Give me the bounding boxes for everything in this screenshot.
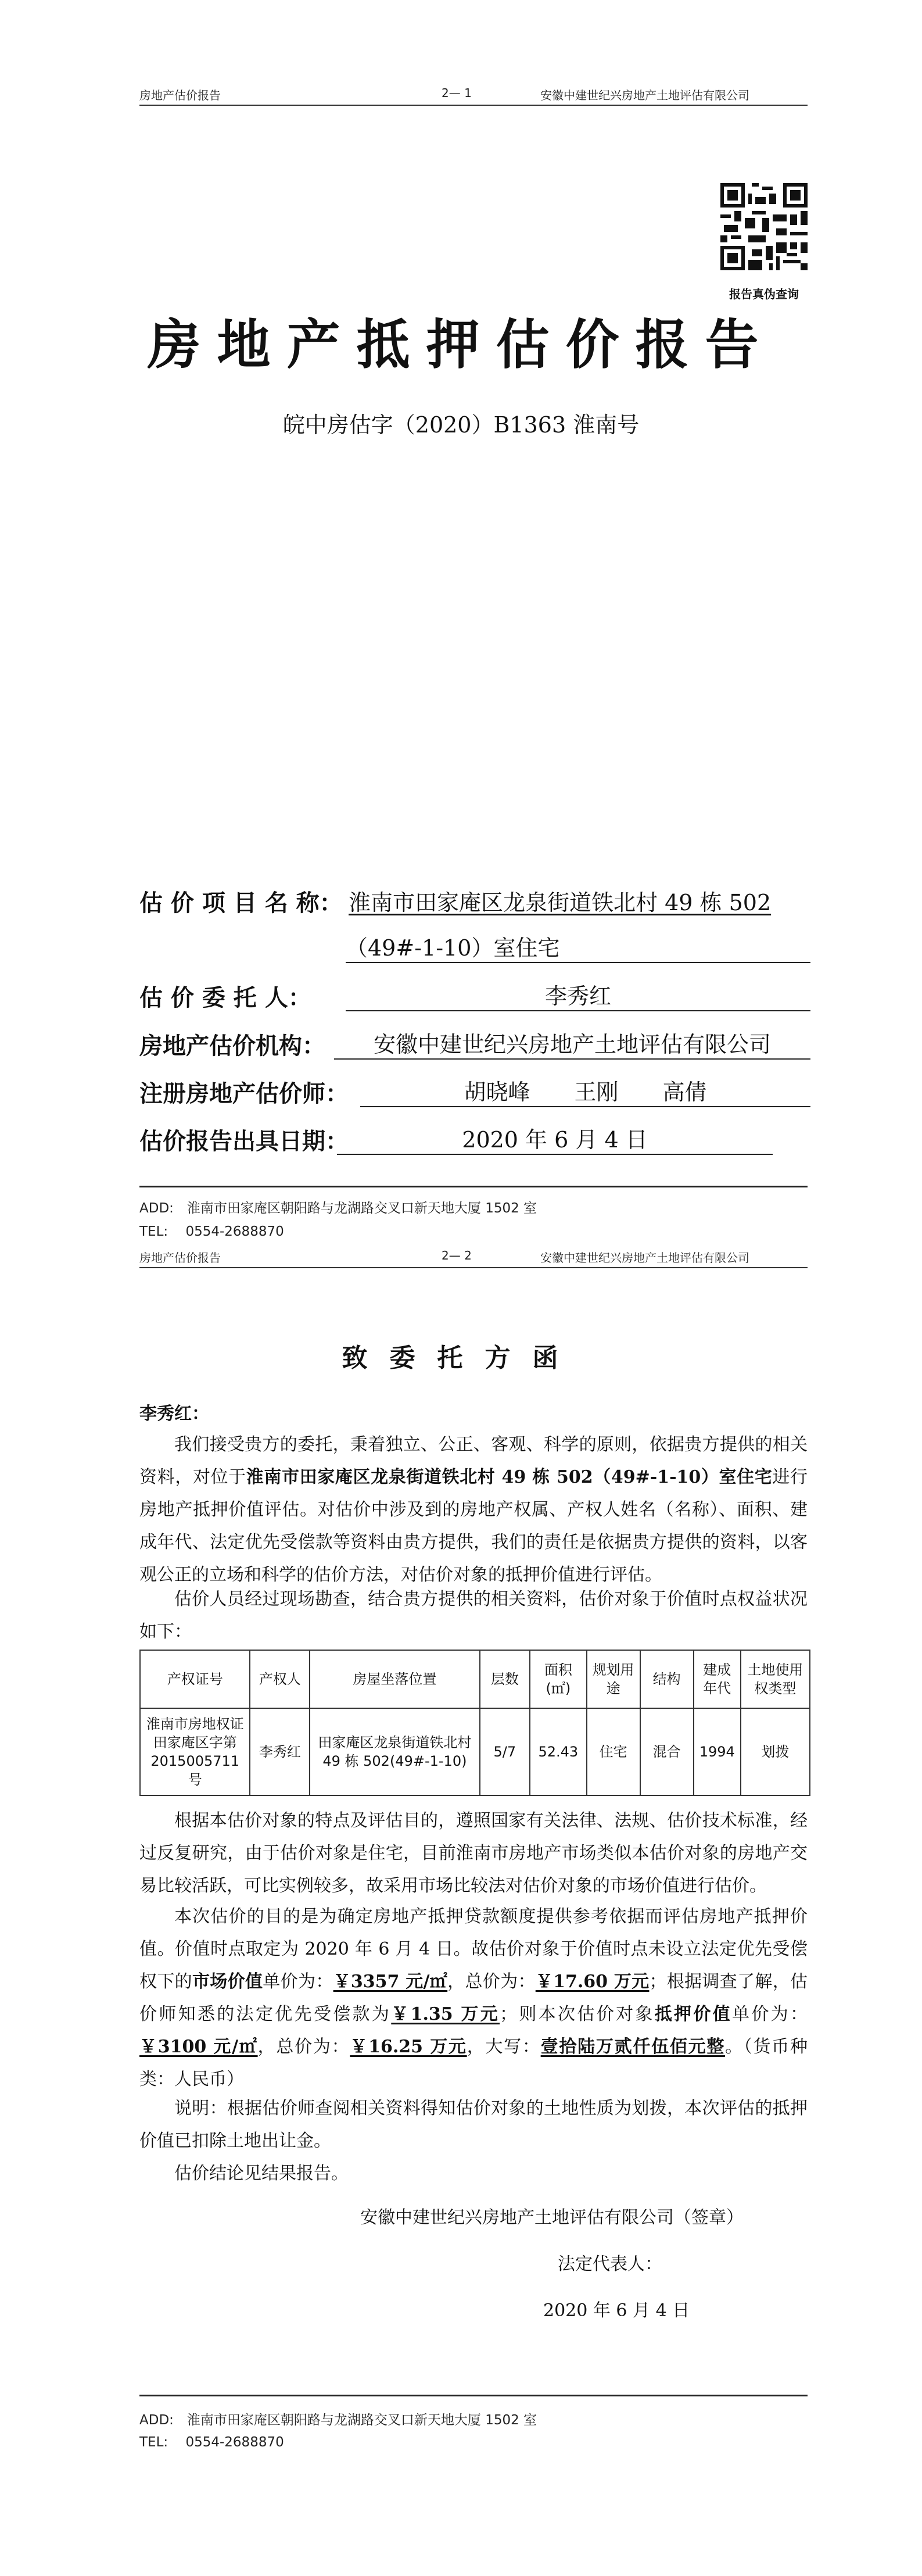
footer-address: ADD: 淮南市田家庵区朝阳路与龙湖路交叉口新天地大厦 1502 室 (139, 2413, 537, 2428)
table-cell: 1994 (694, 1708, 741, 1795)
table-cell: 52.43 (530, 1708, 586, 1795)
footer-rule (139, 2395, 808, 2396)
qr-code-icon[interactable] (720, 183, 808, 270)
report-title: 房地产抵押估价报告 (147, 313, 775, 376)
paragraph-note: 说明：根据估价师查阅相关资料得知估价对象的土地性质为划拨，本次评估的抵押价值已扣除土地出让金。 (139, 2098, 808, 2151)
agency-name: 安徽中建世纪兴房地产土地评估有限公司 (334, 1026, 810, 1060)
issue-date-label: 估价报告出具日期： (139, 1128, 349, 1155)
col-header: 产权证号 (140, 1650, 250, 1708)
salutation: 李秀红： (139, 1404, 209, 1424)
project-name-line1: 淮南市田家庵区龙泉街道铁北村 49 栋 502 (349, 890, 772, 915)
col-header: 结构 (640, 1650, 694, 1708)
report-number: 皖中房估字（2020）B1363 淮南号 (282, 412, 640, 438)
col-header: 产权人 (250, 1650, 310, 1708)
appraisers-names: 胡晓峰 王刚 高倩 (360, 1074, 810, 1107)
col-header: 土地使用权类型 (741, 1650, 810, 1708)
table-cell: 淮南市房地权证田家庵区字第2015005711 号 (140, 1708, 250, 1795)
table-cell: 划拨 (741, 1708, 810, 1795)
footer-tel: TEL: 0554-2688870 (139, 2435, 284, 2450)
project-name-line2: （49#-1-10）室住宅 (346, 930, 810, 963)
table-cell: 田家庵区龙泉街道铁北村 49 栋 502(49#-1-10) (310, 1708, 479, 1795)
table-cell: 住宅 (587, 1708, 640, 1795)
project-name-label: 估 价 项 目 名 称： (139, 889, 343, 917)
paragraph-3: 根据本估价对象的特点及评估目的，遵照国家有关法律、法规、估价技术标准，经过反复研究，由于估价对象是住宅，目前淮南市房地产市场类似本估价对象的房地产交易比较活跃，可比实例较多，故采用市场比较法对估价对象的市场价值进行估价。 (139, 1811, 808, 1896)
table-row (140, 1708, 810, 1795)
paragraph-2: 估价人员经过现场勘查，结合贵方提供的相关资料，估价对象于价值时点权益状况如下： (139, 1589, 808, 1642)
footer-address: ADD: 淮南市田家庵区朝阳路与龙湖路交叉口新天地大厦 1502 室 (139, 1201, 537, 1216)
signature-representative: 法定代表人： (558, 2254, 662, 2274)
table-cell: 混合 (640, 1708, 694, 1795)
table-cell: 李秀红 (250, 1708, 310, 1795)
header-left: 房地产估价报告 (139, 88, 221, 102)
client-name: 李秀红 (346, 978, 810, 1011)
client-label: 估 价 委 托 人： (139, 984, 311, 1011)
agency-label: 房地产估价机构： (139, 1032, 325, 1060)
col-header: 建成年代 (694, 1650, 741, 1708)
paragraph-1: 我们接受贵方的委托，秉着独立、公正、客观、科学的原则，依据贵方提供的相关资料，对位于淮南市田家庵区龙泉街道铁北村 49 栋 502（49#-1-10）室住宅进行房地产抵押价值评估。对估价中涉及到的房地产权属、产权人姓名（名称）、面积、建成年代、法定优先受偿款等资料由贵方提供，我们的责任是依据贵方提供的资料，以客观公正的立场和科学的估价方法，对估价对象的抵押价值进行评估。 (139, 1434, 808, 1585)
header-page-number: 2— 2 (442, 1248, 472, 1262)
paragraph-conclusion: 估价结论见结果报告。 (174, 2163, 349, 2184)
table-cell: 5/7 (480, 1708, 530, 1795)
col-header: 房屋坐落位置 (310, 1650, 479, 1708)
header-rule (139, 105, 808, 106)
footer-tel: TEL: 0554-2688870 (139, 1224, 284, 1239)
property-table (139, 1650, 810, 1796)
letter-title: 致委托方函 (342, 1343, 580, 1373)
footer-rule (139, 1186, 808, 1187)
appraisers-label: 注册房地产估价师： (139, 1080, 349, 1107)
signature-date: 2020 年 6 月 4 日 (543, 2300, 690, 2321)
issue-date: 2020 年 6 月 4 日 (337, 1122, 773, 1155)
header-left: 房地产估价报告 (139, 1251, 221, 1265)
header-right: 安徽中建世纪兴房地产土地评估有限公司 (540, 1251, 749, 1265)
header-rule (139, 1267, 808, 1268)
table-header-row (140, 1650, 810, 1708)
qr-caption: 报告真伪查询 (729, 287, 799, 301)
col-header: 层数 (480, 1650, 530, 1708)
header-right: 安徽中建世纪兴房地产土地评估有限公司 (540, 88, 749, 102)
signature-company: 安徽中建世纪兴房地产土地评估有限公司（签章） (360, 2208, 744, 2228)
paragraph-4: 本次估价的目的是为确定房地产抵押贷款额度提供参考依据而评估房地产抵押价值。价值时点取定为 2020 年 6 月 4 日。故估价对象于价值时点未设立法定优先受偿权下的市场价值单价为：￥3357 元/㎡，总价为：￥17.60 万元；根据调查了解，估价师知悉的法定优先受偿款为￥1.35 万元；则本次估价对象抵押价值单价为：￥3100 元/㎡，总价为：￥16.25 万元，大写：壹拾陆万贰仟伍佰元整。（货币种类：人民币） (139, 1906, 808, 2090)
header-page-number: 2— 1 (442, 86, 472, 100)
col-header: 面积(㎡) (530, 1650, 586, 1708)
col-header: 规划用途 (587, 1650, 640, 1708)
